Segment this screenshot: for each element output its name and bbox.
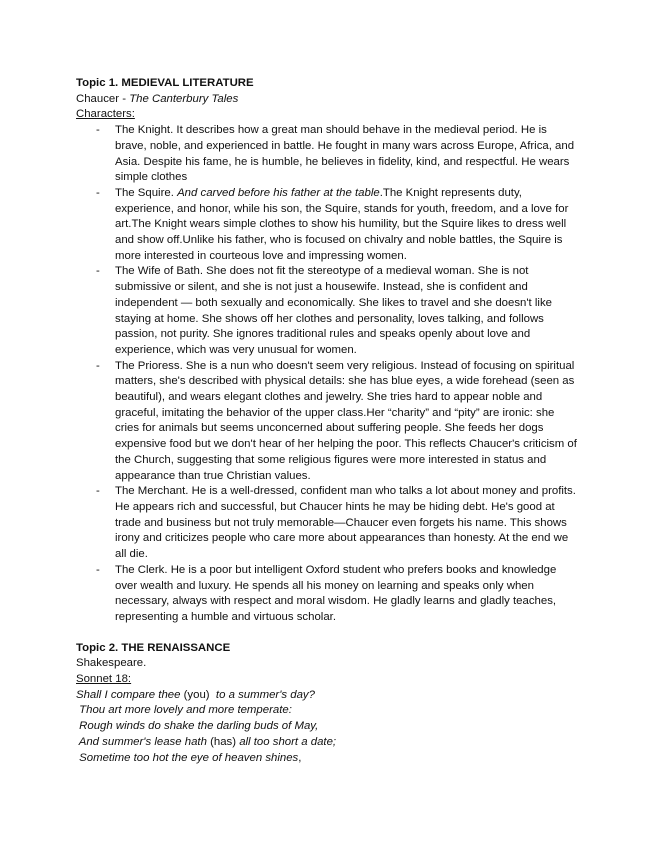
poem-line: Thou art more lovely and more temperate: xyxy=(76,704,292,717)
sonnet-label: Sonnet 18: xyxy=(76,673,132,686)
topic-2-heading: Topic 2. THE RENAISSANCE xyxy=(76,641,231,654)
bullet-dash: - xyxy=(96,563,100,576)
bullet-dash: - xyxy=(96,359,100,372)
character-lead: The Squire. xyxy=(115,186,178,199)
work-title: The Canterbury Tales xyxy=(129,92,239,105)
list-item xyxy=(76,186,580,265)
list-item xyxy=(76,123,580,186)
character-description: The Merchant. He is a well-dressed, confident man who talks a lot about money and profits. He appears rich and successful, but Chaucer hints he may be hiding debt. He's good at trade and business but not truly memorable—Chaucer even forgets his name. This shows irony and criticizes people who care more about appearances than honesty. At the end we all die. xyxy=(115,485,576,561)
poem-punctuation: , xyxy=(298,751,302,764)
author-line: Shakespeare. xyxy=(76,657,147,670)
poem-line xyxy=(76,751,580,767)
author-name: Chaucer - xyxy=(76,92,130,105)
character-description: The Wife of Bath. She does not fit the stereotype of a medieval woman. She is not submissive or silent, and she is not just a housewife. Instead, she is confident and independent — both sexually and economically. She likes to travel and she doesn't like staying at home. She shows off her clothes and personality, loves talking, and follows passion, not purity. She ignores traditional rules and speaks openly about love and experience, which was very unusual for women. xyxy=(115,265,552,356)
character-description: .The Knight represents duty, experience, and honor, while his son, the Squire, stands for youth, freedom, and a love for art.The Knight wears simple clothes to show his humility, but the Squire likes to dress well and show off.Unlike his father, who is focused on chivalry and noble battles, the Squire is more interested in courteous love and impressing women. xyxy=(115,186,569,262)
character-description: The Knight. It describes how a great man should behave in the medieval period. He is brave, noble, and experienced in battle. He fought in many wars across Europe, Africa, and Asia. Despite his fame, he is humble, he believes in fidelity, kind, and respectful. He wears simple clothes xyxy=(115,124,575,184)
poem-line: Rough winds do shake the darling buds of May, xyxy=(76,720,319,733)
document-page xyxy=(76,76,580,766)
poem-text: And summer's lease hath xyxy=(76,735,211,748)
character-description: The Prioress. She is a nun who doesn't seem very religious. Instead of focusing on spiritual matters, she's described with physical details: she has blue eyes, a wide forehead (seen as beautiful), and wears elegant clothes and jewelry. She tries hard to appear noble and graceful, imitating the behavior of the upper class.Her “charity” and “pity” are ironic: she cries for animals but seems unconcerned about suffering people. She feeds her dogs expensive food but we don't hear of her helping the poor. This reflects Chaucer's criticism of the Church, suggesting that some religious figures were more interested in status and appearance than true Christian values. xyxy=(115,359,577,482)
poem-gloss: (has) xyxy=(210,735,237,748)
poem-line xyxy=(76,735,580,751)
poem-text: Sometime too hot the eye of heaven shines xyxy=(76,751,299,764)
poem-text: Shall I compare thee xyxy=(76,688,184,701)
list-item xyxy=(76,359,580,485)
poem-text: to a summer's day? xyxy=(209,688,315,701)
characters-label: Characters: xyxy=(76,108,135,121)
characters-list xyxy=(76,123,580,626)
topic-1-heading: Topic 1. MEDIEVAL LITERATURE xyxy=(76,77,254,89)
bullet-dash: - xyxy=(96,124,100,137)
author-line xyxy=(76,92,580,108)
list-item xyxy=(76,484,580,563)
section-spacer xyxy=(76,626,580,641)
sonnet-poem xyxy=(76,688,580,767)
list-item xyxy=(76,563,580,626)
poem-gloss: (you) xyxy=(183,688,210,701)
list-item xyxy=(76,264,580,358)
poem-text: all too short a date; xyxy=(236,735,337,748)
poem-line xyxy=(76,688,580,704)
character-description: The Clerk. He is a poor but intelligent Oxford student who prefers books and knowledge over wealth and luxury. He spends all his money on learning and speaks only when necessary, always with respect and moral wisdom. He gladly learns and gladly teaches, representing a humble and virtuous scholar. xyxy=(115,563,557,623)
bullet-dash: - xyxy=(96,186,100,199)
bullet-dash: - xyxy=(96,485,100,498)
character-quote: And carved before his father at the table xyxy=(177,186,380,199)
bullet-dash: - xyxy=(96,265,100,278)
